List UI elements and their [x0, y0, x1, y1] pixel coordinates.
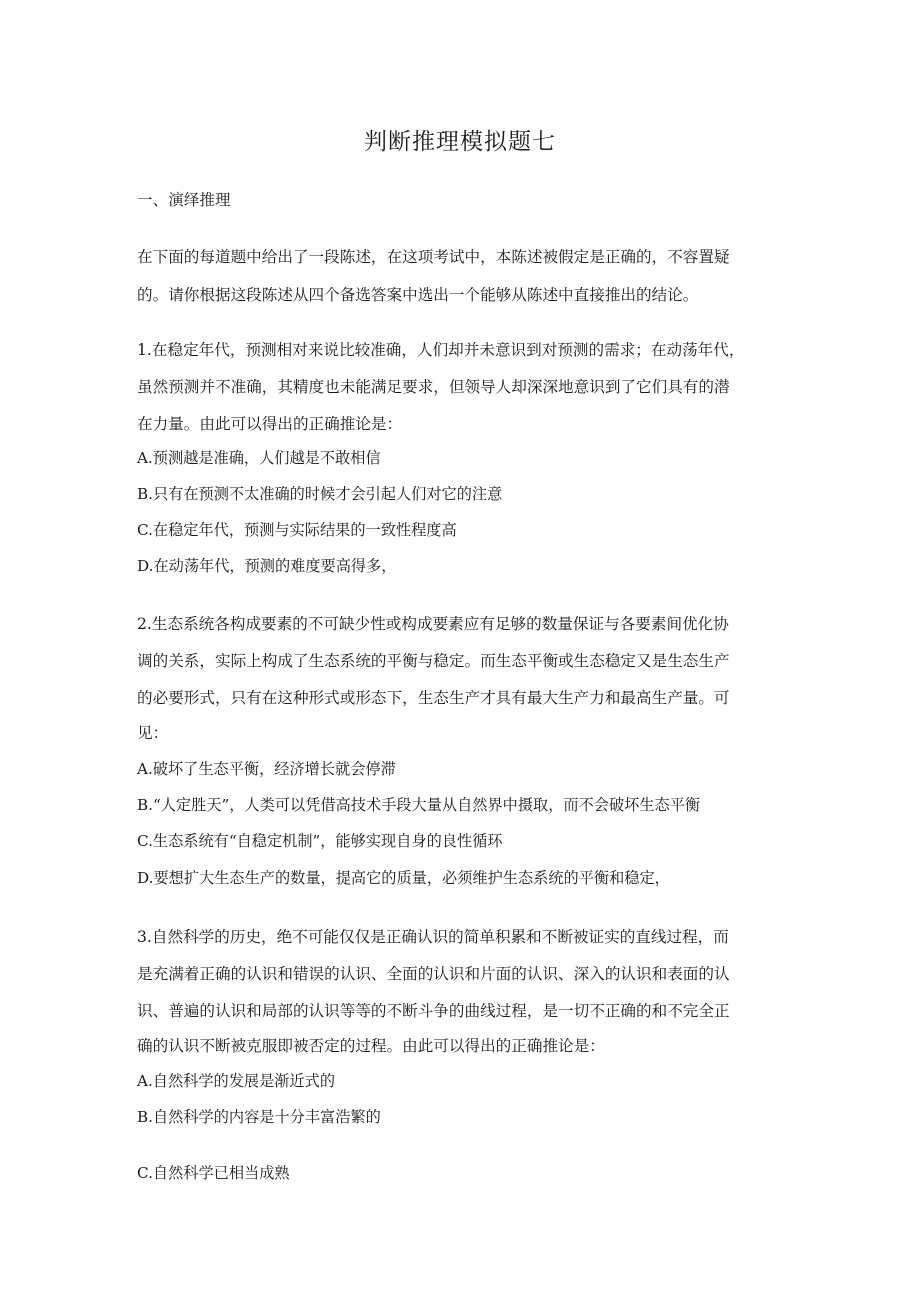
question-1-stem-line: 虽然预测并不准确，其精度也未能满足要求，但领导人却深深地意识到了它们具有的潜	[137, 378, 730, 396]
question-3-option-c: C.自然科学已相当成熟	[137, 1164, 290, 1182]
question-2-stem-line: 的必要形式，只有在这种形式或形态下，生态生产才具有最大生产力和最高生产量。可	[137, 689, 730, 707]
question-2-stem-line: 见：	[137, 724, 169, 742]
question-2-option-b: B.“人定胜天”，人类可以凭借高技术手段大量从自然界中摄取，而不会破坏生态平衡	[137, 796, 701, 814]
question-3-stem-line: 确的认识不断被克服即被否定的过程。由此可以得出的正确推论是：	[137, 1037, 605, 1055]
question-2-option-d: D.要想扩大生态生产的数量，提高它的质量，必须维护生态系统的平衡和稳定，	[137, 869, 670, 887]
question-3-stem-line: 识、普遍的认识和局部的认识等等的不断斗争的曲线过程，是一切不正确的和不完全正	[137, 1002, 730, 1020]
question-2-stem-line: 调的关系，实际上构成了生态系统的平衡与稳定。而生态平衡或生态稳定又是生态生产	[137, 652, 730, 670]
section-heading: 一、演绎推理	[137, 191, 231, 209]
instructions-line: 的。请你根据这段陈述从四个备选答案中选出一个能够从陈述中直接推出的结论。	[137, 286, 699, 304]
question-1-option-c: C.在稳定年代，预测与实际结果的一致性程度高	[137, 521, 457, 539]
question-1-stem-line: 1.在稳定年代，预测相对来说比较准确，人们却并未意识到对预测的需求；在动荡年代，	[137, 341, 745, 359]
question-2-stem-line: 2.生态系统各构成要素的不可缺少性或构成要素应有足够的数量保证与各要素间优化协	[137, 615, 729, 633]
question-3-stem-line: 是充满着正确的认识和错误的认识、全面的认识和片面的认识、深入的认识和表面的认	[137, 965, 730, 983]
question-3-option-a: A.自然科学的发展是渐近式的	[137, 1072, 336, 1090]
page-title: 判断推理模拟题七	[364, 129, 556, 155]
question-3-option-b: B.自然科学的内容是十分丰富浩繁的	[137, 1108, 381, 1126]
question-3-stem-line: 3.自然科学的历史，绝不可能仅仅是正确认识的简单积累和不断被证实的直线过程，而	[137, 928, 729, 946]
instructions-line: 在下面的每道题中给出了一段陈述，在这项考试中，本陈述被假定是正确的，不容置疑	[137, 248, 730, 266]
question-2-option-a: A.破坏了生态平衡，经济增长就会停滞	[137, 760, 396, 778]
question-1-stem-line: 在力量。由此可以得出的正确推论是：	[137, 415, 403, 433]
question-2-option-c: C.生态系统有“自稳定机制”，能够实现自身的良性循环	[137, 832, 503, 850]
question-1-option-a: A.预测越是准确，人们越是不敢相信	[137, 449, 381, 467]
question-1-option-d: D.在动荡年代，预测的难度要高得多，	[137, 557, 397, 575]
question-1-option-b: B.只有在预测不太准确的时候才会引起人们对它的注意	[137, 485, 503, 503]
